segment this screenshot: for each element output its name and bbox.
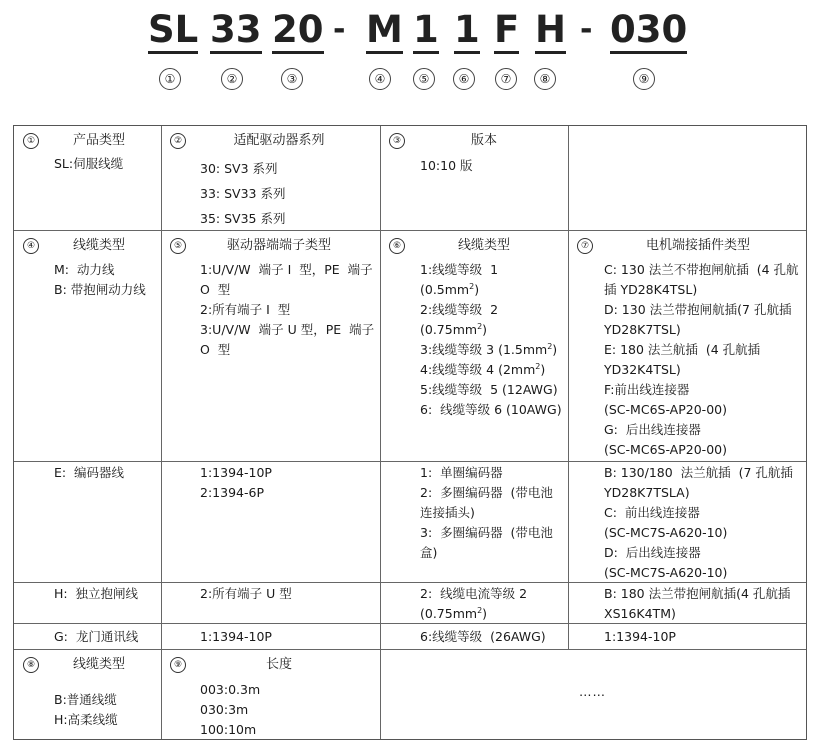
version-option: 10:10 版 xyxy=(420,158,473,173)
cell-number: ① xyxy=(23,133,39,149)
length-option: 100:10m xyxy=(200,722,257,737)
motor-connector-option: E: 180 法兰航插 (4 孔航插 xyxy=(604,342,761,357)
cell-title: 驱动器端端子类型 xyxy=(226,238,331,253)
cell-number: ③ xyxy=(389,133,405,149)
cell-number: ② xyxy=(170,133,186,149)
segment-motor-connector: F xyxy=(494,10,519,54)
encoder-type-option: 2: 多圈编码器 (带电池 xyxy=(420,485,553,500)
brake-cable-cell xyxy=(54,584,138,604)
brake-grade-option: 2: 线缆电流等级 2 xyxy=(420,586,528,601)
spec-table xyxy=(13,125,807,740)
gantry-cable-label: G: 龙门通讯线 xyxy=(54,629,139,644)
cable-grade-option: 4:线缆等级 4 $(2mm^2)$ xyxy=(420,361,546,377)
marker-5: ⑤ xyxy=(413,68,435,90)
part-number-header xyxy=(0,2,816,62)
cable-grade-cell xyxy=(420,260,562,420)
motor-connector-option: YD28K7TSL) xyxy=(604,322,681,337)
gantry-cable-cell xyxy=(54,627,138,647)
cable-grade-option: $(0.5mm^2)$ xyxy=(420,281,480,297)
brake-connector-option: B: 180 法兰带抱闸航插(4 孔航插 xyxy=(604,586,791,601)
brake-terminal-cell xyxy=(200,584,292,604)
table-divider xyxy=(14,461,806,462)
cell-title: 版本 xyxy=(470,133,497,148)
brake-cable-label: H: 独立抱闸线 xyxy=(54,586,139,601)
marker-6: ⑥ xyxy=(453,68,475,90)
segment-driver-terminal: 1 xyxy=(413,10,439,54)
brake-grade-option: $(0.75mm^2)$ xyxy=(420,605,488,621)
cable-type-option: B: 带抱闸动力线 xyxy=(54,282,146,297)
cable-grade-option: 5:线缆等级 5 (12AWG) xyxy=(420,382,558,397)
encoder-type-cell xyxy=(420,463,553,563)
length-option: 003:0.3m xyxy=(200,682,261,697)
marker-4: ④ xyxy=(369,68,391,90)
gantry-connector-cell xyxy=(604,627,676,647)
cable-grade-option: 1:线缆等级 1 xyxy=(420,262,499,277)
cell-number: ⑦ xyxy=(577,238,593,254)
segment-cable-flex: H xyxy=(535,10,566,54)
table-divider xyxy=(568,126,569,649)
cable-type-option: M: 动力线 xyxy=(54,262,115,277)
gantry-terminal-cell xyxy=(200,627,272,647)
marker-1: ① xyxy=(159,68,181,90)
cell-title: 线缆类型 xyxy=(72,657,125,672)
encoder-connector-option: (SC-MC7S-A620-10) xyxy=(604,525,728,540)
motor-connector-option: 插 YD28K4TSL) xyxy=(604,282,698,297)
gantry-grade-option: 6:线缆等级 (26AWG) xyxy=(420,629,546,644)
encoder-connector-option: (SC-MC7S-A620-10) xyxy=(604,565,728,580)
encoder-type-option: 3: 多圈编码器 (带电池 xyxy=(420,525,553,540)
encoder-cable-cell xyxy=(54,463,124,483)
encoder-terminal-option: 1:1394-10P xyxy=(200,465,272,480)
cell-number: ⑤ xyxy=(170,238,186,254)
encoder-type-option: 1: 单圈编码器 xyxy=(420,465,503,480)
encoder-connector-option: D: 后出线连接器 xyxy=(604,545,701,560)
gantry-grade-cell xyxy=(420,627,546,647)
cable-flex-option: H:高柔线缆 xyxy=(54,712,118,727)
product-type-option: SL:伺服线缆 xyxy=(54,156,124,171)
cell-title: 电机端接插件类型 xyxy=(645,238,750,253)
brake-terminal-option: 2:所有端子 U 型 xyxy=(200,586,292,601)
driver-terminal-option: O 型 xyxy=(200,282,231,297)
driver-terminal-cell xyxy=(200,260,374,360)
motor-connector-option: YD32K4TSL) xyxy=(604,362,681,377)
marker-7: ⑦ xyxy=(495,68,517,90)
cable-grade-option: 6: 线缆等级 6 (10AWG) xyxy=(420,402,562,417)
cell-title: 线缆类型 xyxy=(457,238,510,253)
length-cell xyxy=(200,680,260,740)
cell-title: 产品类型 xyxy=(72,133,125,148)
cell-title: 长度 xyxy=(265,657,292,672)
motor-connector-option: (SC-MC6S-AP20-00) xyxy=(604,442,727,457)
encoder-connector-option: B: 130/180 法兰航插 (7 孔航插 xyxy=(604,465,793,480)
motor-connector-option: (SC-MC6S-AP20-00) xyxy=(604,402,727,417)
motor-connector-cell xyxy=(604,260,799,460)
product-type-cell xyxy=(54,154,123,174)
driver-series-option: 33: SV33 系列 xyxy=(200,186,286,201)
segment-cable-type: M xyxy=(366,10,403,54)
cell-number: ⑥ xyxy=(389,238,405,254)
encoder-type-option: 盒) xyxy=(420,545,438,560)
segment-length: 030 xyxy=(610,10,687,54)
encoder-connector-option: C: 前出线连接器 xyxy=(604,505,700,520)
motor-connector-option: G: 后出线连接器 xyxy=(604,422,701,437)
marker-8: ⑧ xyxy=(534,68,556,90)
encoder-type-option: 连接插头) xyxy=(420,505,475,520)
encoder-connector-option: YD28K7TSLA) xyxy=(604,485,690,500)
encoder-connector-cell xyxy=(604,463,793,583)
cable-type-cell xyxy=(54,260,146,300)
segment-dash: - xyxy=(580,12,593,47)
table-divider xyxy=(380,126,381,739)
marker-2: ② xyxy=(221,68,243,90)
driver-series-option: 30: SV3 系列 xyxy=(200,161,278,176)
brake-connector-option: XS16K4TM) xyxy=(604,606,676,621)
table-divider xyxy=(14,649,806,650)
segment-version: 20 xyxy=(272,10,324,54)
driver-series-cell xyxy=(200,156,285,231)
cable-grade-option: 2:线缆等级 2 xyxy=(420,302,499,317)
segment-cable-grade: 1 xyxy=(454,10,480,54)
cable-flex-option: B:普通线缆 xyxy=(54,692,117,707)
table-divider xyxy=(14,230,806,231)
segment-driver-series: 33 xyxy=(210,10,262,54)
brake-connector-cell xyxy=(604,584,790,624)
table-divider xyxy=(161,126,162,739)
segment-product-type: SL xyxy=(148,10,198,54)
gantry-terminal-option: 1:1394-10P xyxy=(200,629,272,644)
marker-3: ③ xyxy=(281,68,303,90)
driver-terminal-option: O 型 xyxy=(200,342,231,357)
cell-number: ④ xyxy=(23,238,39,254)
cable-grade-option: $(0.75mm^2)$ xyxy=(420,321,488,337)
encoder-cable-label: E: 编码器线 xyxy=(54,465,125,480)
driver-terminal-option: 2:所有端子 I 型 xyxy=(200,302,291,317)
brake-grade-cell xyxy=(420,584,527,624)
driver-series-option: 35: SV35 系列 xyxy=(200,211,286,226)
cell-title: 适配驱动器系列 xyxy=(233,133,325,148)
encoder-terminal-cell xyxy=(200,463,272,503)
cell-title: 线缆类型 xyxy=(72,238,125,253)
length-option: 030:3m xyxy=(200,702,249,717)
motor-connector-option: F:前出线连接器 xyxy=(604,382,690,397)
gantry-connector-option: 1:1394-10P xyxy=(604,629,676,644)
driver-terminal-option: 1:U/V/W 端子 I 型，PE 端子 xyxy=(200,262,373,277)
cable-flex-cell xyxy=(54,690,118,730)
cell-number: ⑧ xyxy=(23,657,39,673)
ellipsis: …… xyxy=(579,684,606,699)
marker-9: ⑨ xyxy=(633,68,655,90)
driver-terminal-option: 3:U/V/W 端子 U 型，PE 端子 xyxy=(200,322,375,337)
cable-grade-option: 3:线缆等级 3 $(1.5mm^2)$ xyxy=(420,341,558,357)
version-cell xyxy=(420,156,473,176)
encoder-terminal-option: 2:1394-6P xyxy=(200,485,264,500)
segment-dash: - xyxy=(333,12,346,47)
cell-number: ⑨ xyxy=(170,657,186,673)
motor-connector-option: D: 130 法兰带抱闸航插(7 孔航插 xyxy=(604,302,792,317)
motor-connector-option: C: 130 法兰不带抱闸航插 (4 孔航 xyxy=(604,262,799,277)
